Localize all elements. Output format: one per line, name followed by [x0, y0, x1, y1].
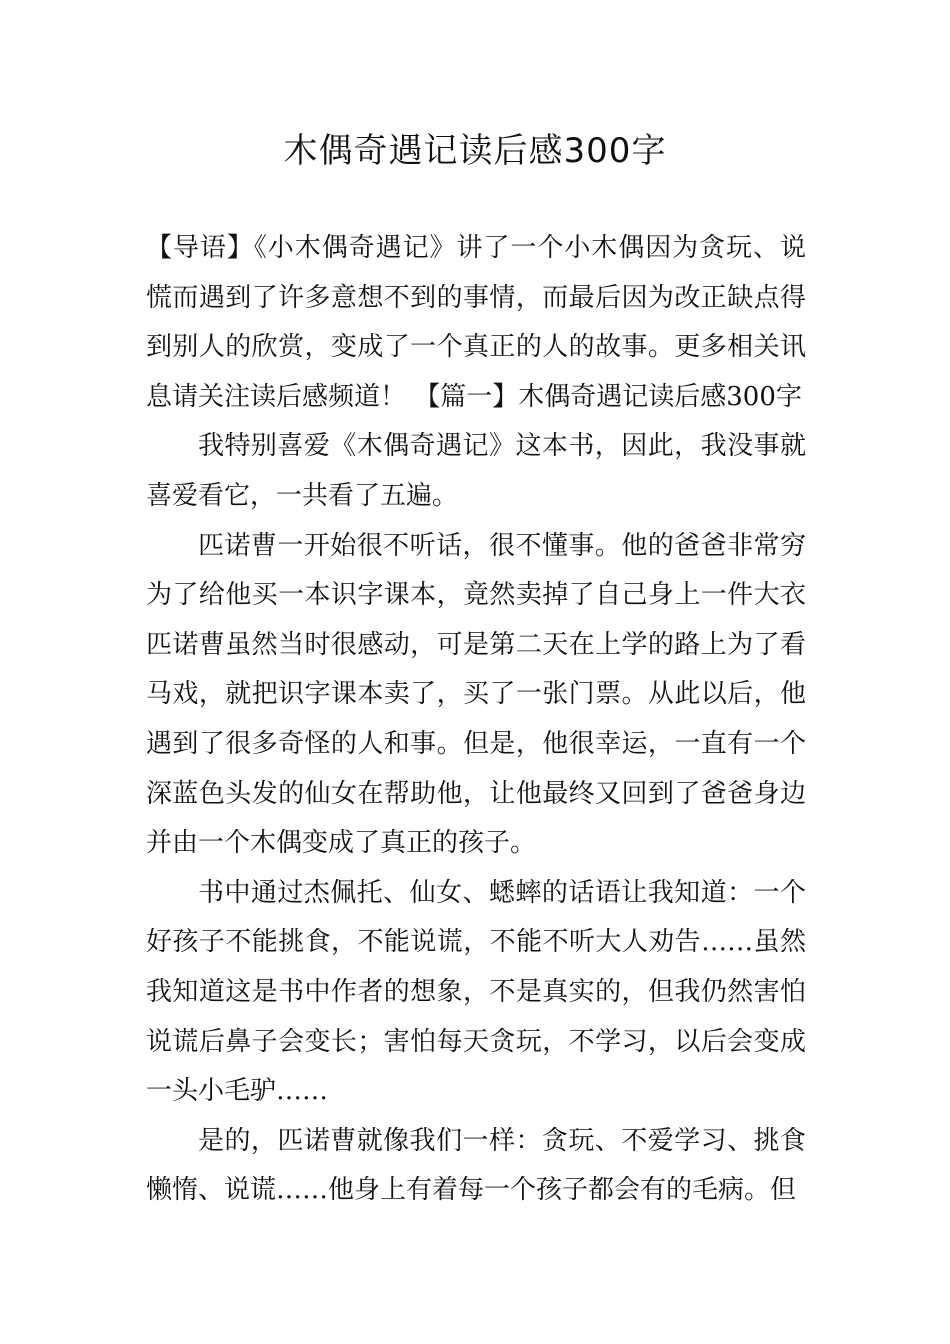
- body-paragraph: 是的，匹诺曹就像我们一样：贪玩、不爱学习、挑食懒惰、说谎……他身上有着每一个孩子都会有的毛病。但: [146, 1125, 806, 1206]
- body-paragraph: 我特别喜爱《木偶奇遇记》这本书，因此，我没事就喜爱看它，一共看了五遍。: [146, 431, 806, 511]
- body-paragraph: 书中通过杰佩托、仙女、蟋蟀的话语让我知道：一个好孩子不能挑食，不能说谎，不能不听大人劝告……虽然我知道这是书中作者的想象，不是真实的，但我仍然害怕说谎后鼻子会变长；害怕每天贪玩，不学习，以后会变成一头小毛驴……: [146, 877, 806, 1107]
- document-title: 木偶奇遇记读后感300字: [283, 131, 667, 171]
- intro-paragraph: 【导语】《小木偶奇遇记》讲了一个小木偶因为贪玩、说慌而遇到了许多意想不到的事情，而最后因为改正缺点得到别人的欣赏，变成了一个真正的人的故事。更多相关讯息请关注读后感频道！ 【篇一】木偶奇遇记读后感300字: [146, 233, 806, 412]
- body-paragraph: 匹诺曹一开始很不听话，很不懂事。他的爸爸非常穷为了给他买一本识字课本，竟然卖掉了自己身上一件大衣匹诺曹虽然当时很感动，可是第二天在上学的路上为了看马戏，就把识字课本卖了，买了一张门票。从此以后，他遇到了很多奇怪的人和事。但是，他很幸运，一直有一个深蓝色头发的仙女在帮助他，让他最终又回到了爸爸身边并由一个木偶变成了真正的孩子。: [146, 530, 806, 859]
- document-body: [146, 224, 806, 1216]
